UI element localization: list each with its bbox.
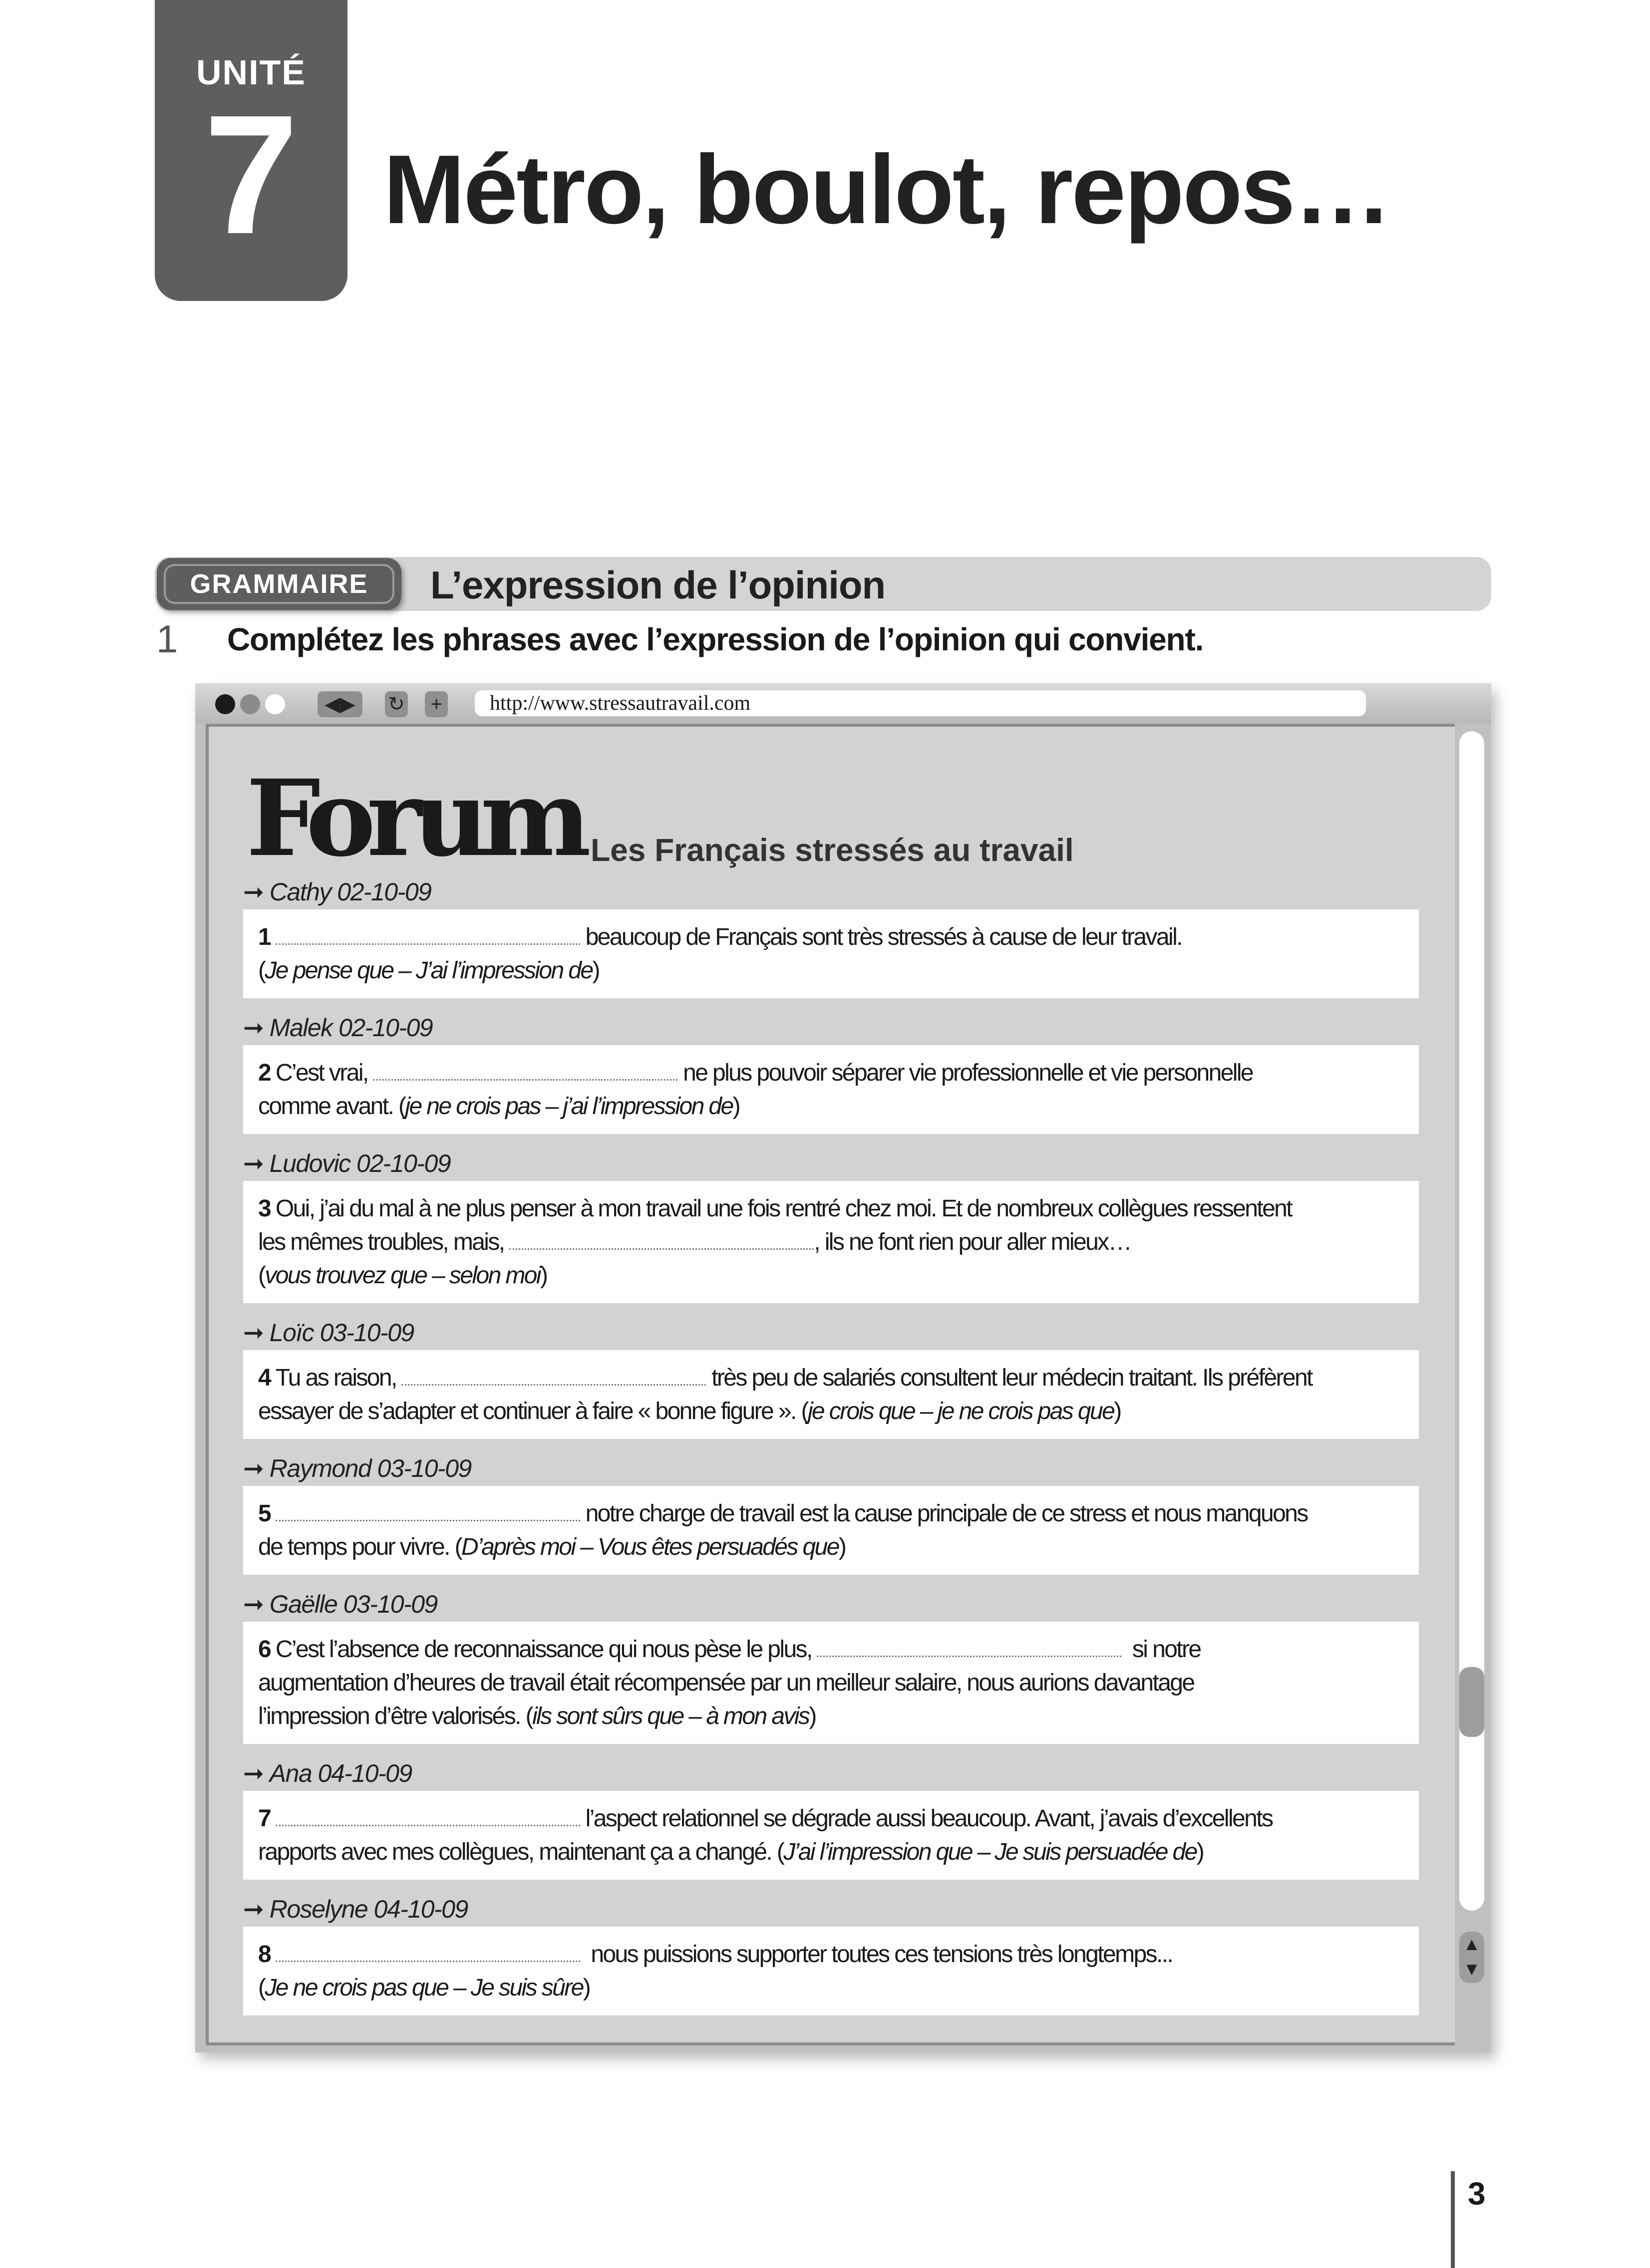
post-text: ( bbox=[258, 1262, 265, 1289]
hint-options: je crois que – je ne crois pas que bbox=[807, 1398, 1114, 1424]
url-bar[interactable]: http://www.stressautravail.com bbox=[475, 690, 1366, 716]
scroll-arrows[interactable] bbox=[1459, 1932, 1484, 1983]
post-author bbox=[243, 1454, 471, 1483]
post-text: ) bbox=[732, 1093, 739, 1120]
post-author bbox=[243, 1759, 412, 1788]
post-text: ) bbox=[838, 1534, 846, 1560]
post-author bbox=[243, 1013, 432, 1042]
post-text: ) bbox=[1114, 1398, 1121, 1424]
page-number-bar bbox=[1451, 2171, 1455, 2268]
arrow-icon: ➞ bbox=[243, 1319, 270, 1347]
window-dot-icon[interactable] bbox=[240, 694, 260, 714]
post-author bbox=[243, 1149, 450, 1178]
reload-icon[interactable]: ↻ bbox=[385, 691, 408, 717]
window-dot-icon[interactable] bbox=[215, 694, 235, 714]
hint-options: Je pense que – J’ai l’impression de bbox=[265, 957, 593, 984]
post-box bbox=[243, 1622, 1419, 1744]
answer-blank[interactable] bbox=[276, 1942, 580, 1962]
post-text: très peu de salariés consultent leur médecin traitant. Ils préfèrent bbox=[706, 1365, 1312, 1391]
post-text: rapports avec mes collègues, maintenant ça a changé. ( bbox=[258, 1839, 784, 1865]
item-number: 2 bbox=[258, 1060, 276, 1086]
post-text: ) bbox=[1196, 1839, 1204, 1865]
post-text: , ils ne font rien pour aller mieux… bbox=[814, 1229, 1131, 1255]
answer-blank[interactable] bbox=[276, 925, 580, 945]
post-text: ) bbox=[540, 1262, 547, 1289]
post-author-text: Loïc 03-10-09 bbox=[269, 1319, 414, 1347]
answer-blank[interactable] bbox=[401, 1366, 706, 1386]
hint-options: ils sont sûrs que – à mon avis bbox=[532, 1703, 809, 1729]
unit-tab bbox=[155, 0, 347, 301]
post-text: ( bbox=[258, 957, 265, 984]
post-text: ) bbox=[809, 1703, 816, 1729]
post-box bbox=[243, 1045, 1419, 1134]
item-number: 5 bbox=[258, 1500, 276, 1527]
post-text: l’impression d’être valorisés. ( bbox=[258, 1703, 533, 1729]
hint-options: je ne crois pas – j’ai l’impression de bbox=[405, 1093, 733, 1120]
post-author-text: Gaëlle 03-10-09 bbox=[269, 1590, 437, 1618]
hint-options: vous trouvez que – selon moi bbox=[265, 1262, 540, 1289]
post-box bbox=[243, 909, 1419, 998]
item-number: 7 bbox=[258, 1805, 276, 1832]
page-title: Métro, boulot, repos… bbox=[383, 135, 1390, 244]
unit-number: 7 bbox=[204, 80, 299, 270]
post-text: Oui, j’ai du mal à ne plus penser à mon travail une fois rentré chez moi. Et de nombreux collègues ressentent bbox=[275, 1195, 1292, 1222]
scroll-down-icon[interactable]: ▼ bbox=[1463, 1959, 1481, 1979]
post-author bbox=[243, 1895, 468, 1924]
post-text: essayer de s’adapter et continuer à faire « bonne figure ». ( bbox=[258, 1398, 808, 1424]
post-text: notre charge de travail est la cause principale de ce stress et nous manquons bbox=[580, 1500, 1308, 1527]
item-number: 4 bbox=[258, 1365, 276, 1391]
post-text: C’est vrai, bbox=[275, 1060, 373, 1086]
post-text: ne plus pouvoir séparer vie professionnelle et vie personnelle bbox=[677, 1060, 1253, 1086]
post-text: comme avant. ( bbox=[258, 1093, 405, 1120]
add-tab-icon[interactable]: + bbox=[425, 691, 448, 717]
post-author bbox=[243, 1318, 414, 1347]
item-number: 1 bbox=[258, 924, 276, 950]
post-box bbox=[243, 1791, 1419, 1880]
post-box bbox=[243, 1181, 1419, 1303]
arrow-icon: ➞ bbox=[243, 1590, 270, 1618]
post-author-text: Malek 02-10-09 bbox=[269, 1014, 433, 1042]
item-number: 8 bbox=[258, 1941, 276, 1968]
page-number: 3 bbox=[1468, 2176, 1486, 2212]
window-dot-icon[interactable] bbox=[265, 694, 285, 714]
post-text: Tu as raison, bbox=[275, 1365, 402, 1391]
post-box bbox=[243, 1486, 1419, 1575]
post-text: ( bbox=[258, 1975, 265, 2001]
post-author-text: Roselyne 04-10-09 bbox=[269, 1895, 468, 1923]
post-text: augmentation d’heures de travail était récompensée par un meilleur salaire, nous aurions davantage bbox=[258, 1670, 1194, 1696]
back-forward-icon[interactable]: ◀▶ bbox=[318, 691, 362, 717]
answer-blank[interactable] bbox=[817, 1637, 1121, 1657]
arrow-icon: ➞ bbox=[243, 1895, 270, 1923]
exercise-number: 1 bbox=[156, 617, 178, 661]
post-text: de temps pour vivre. ( bbox=[258, 1534, 461, 1560]
hint-options: Je ne crois pas que – Je suis sûre bbox=[265, 1975, 583, 2001]
post-box bbox=[243, 1350, 1419, 1439]
browser-toolbar bbox=[195, 683, 1491, 723]
post-text: ) bbox=[592, 957, 599, 984]
arrow-icon: ➞ bbox=[243, 1454, 270, 1482]
post-author-text: Ana 04-10-09 bbox=[269, 1759, 412, 1787]
post-text: nous puissions supporter toutes ces tensions très longtemps... bbox=[580, 1941, 1173, 1968]
post-author bbox=[243, 877, 431, 906]
section-title: L’expression de l’opinion bbox=[430, 563, 886, 607]
answer-blank[interactable] bbox=[509, 1230, 814, 1250]
arrow-icon: ➞ bbox=[243, 878, 270, 906]
hint-options: D’après moi – Vous êtes persuadés que bbox=[461, 1534, 839, 1560]
arrow-icon: ➞ bbox=[243, 1149, 270, 1177]
forum-logo: Forum bbox=[246, 757, 583, 880]
answer-blank[interactable] bbox=[373, 1061, 677, 1081]
hint-options: J’ai l’impression que – Je suis persuadée de bbox=[783, 1839, 1197, 1865]
post-text: si notre bbox=[1121, 1636, 1201, 1663]
post-text: beaucoup de Français sont très stressés à cause de leur travail. bbox=[580, 924, 1182, 950]
answer-blank[interactable] bbox=[276, 1501, 580, 1521]
item-number: 6 bbox=[258, 1636, 276, 1663]
post-author-text: Raymond 03-10-09 bbox=[269, 1454, 471, 1482]
post-text: ) bbox=[583, 1975, 590, 2001]
post-text: C’est l’absence de reconnaissance qui nous pèse le plus, bbox=[275, 1636, 817, 1663]
exercise-instruction: Complétez les phrases avec l’expression de l’opinion qui convient. bbox=[227, 621, 1204, 657]
forum-subtitle: Les Français stressés au travail bbox=[591, 832, 1074, 868]
post-author-text: Cathy 02-10-09 bbox=[269, 878, 431, 906]
section-badge bbox=[157, 558, 401, 610]
answer-blank[interactable] bbox=[276, 1806, 580, 1826]
arrow-icon: ➞ bbox=[243, 1014, 270, 1042]
post-text: les mêmes troubles, mais, bbox=[258, 1229, 510, 1255]
post-author bbox=[243, 1590, 437, 1619]
post-box bbox=[243, 1927, 1419, 2015]
post-text: l’aspect relationnel se dégrade aussi beaucoup. Avant, j’avais d’excellents bbox=[580, 1805, 1273, 1832]
scroll-up-icon[interactable]: ▲ bbox=[1463, 1934, 1481, 1954]
item-number: 3 bbox=[258, 1195, 276, 1222]
section-badge-label: GRAMMAIRE bbox=[164, 564, 394, 604]
unit-label: UNITÉ bbox=[196, 53, 306, 92]
post-author-text: Ludovic 02-10-09 bbox=[269, 1149, 451, 1177]
scrollbar-thumb[interactable] bbox=[1459, 1667, 1484, 1737]
arrow-icon: ➞ bbox=[243, 1759, 270, 1787]
